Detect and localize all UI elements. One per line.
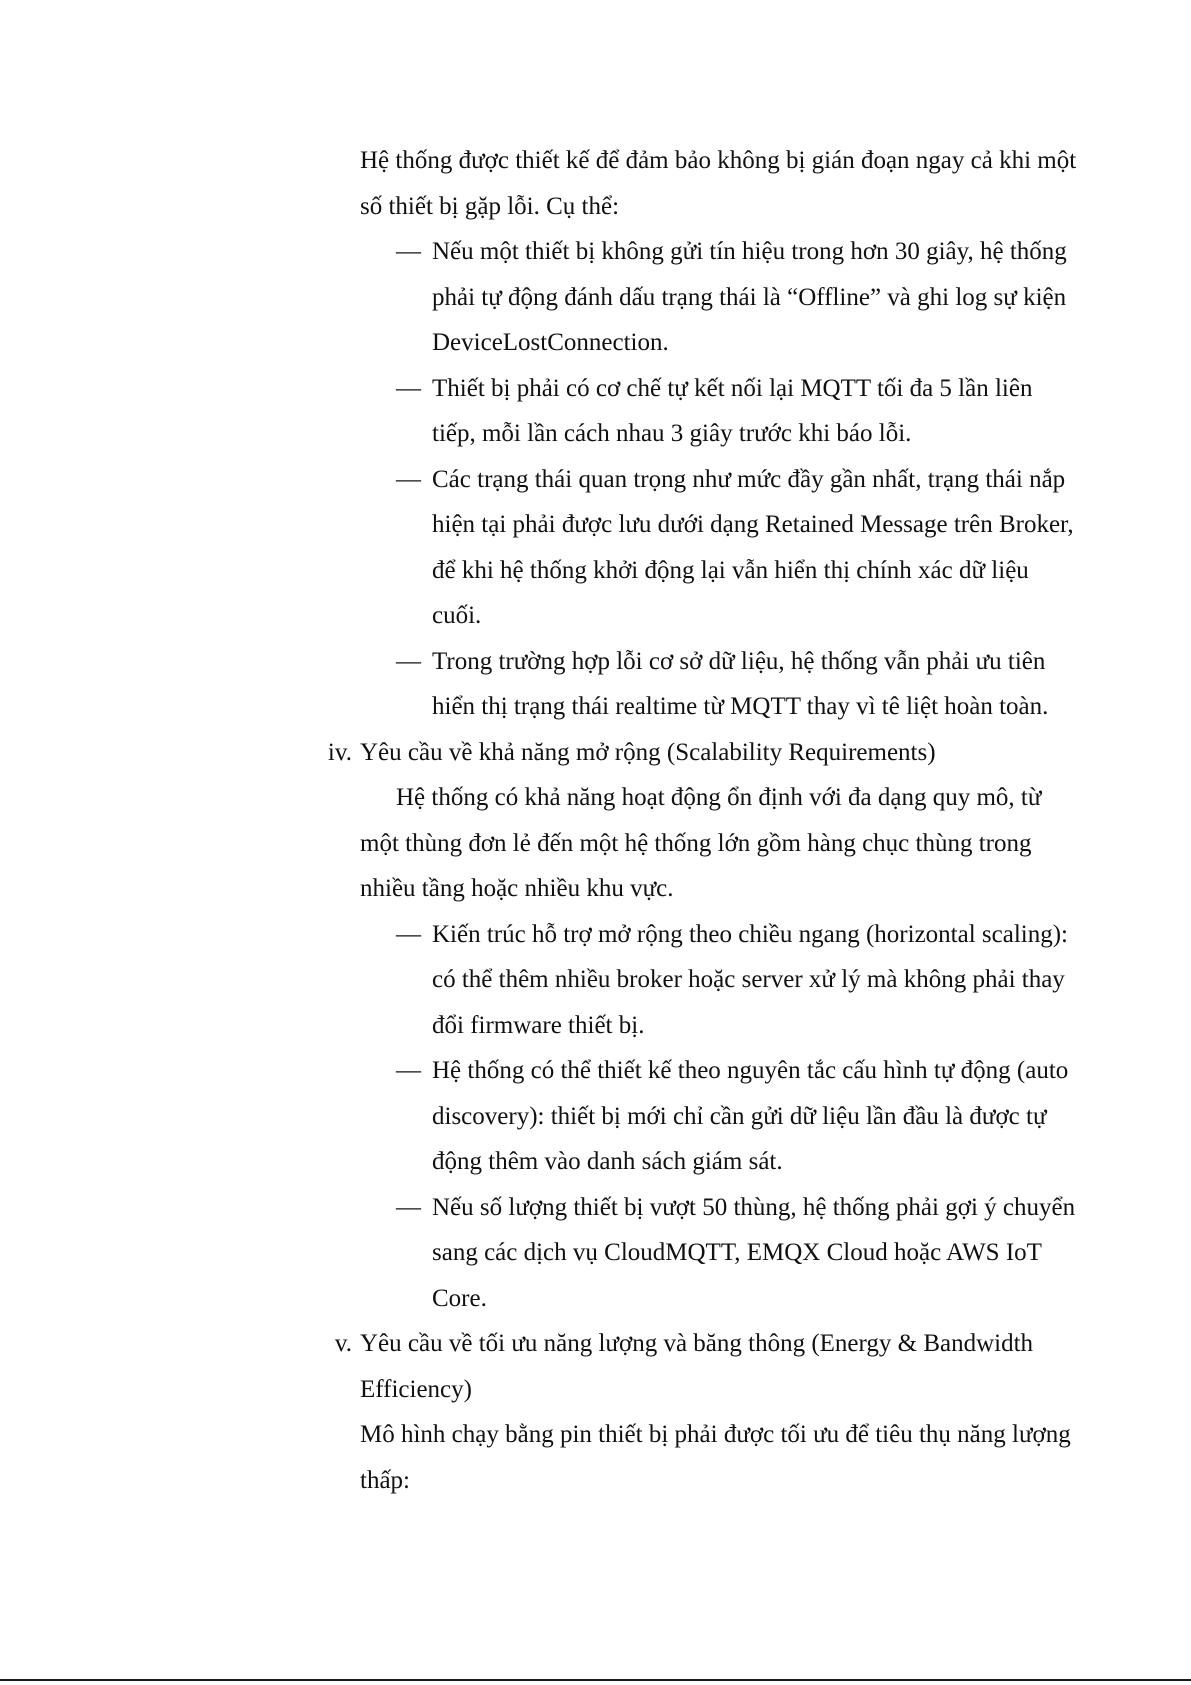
list-item bbox=[396, 229, 1080, 366]
page-content bbox=[327, 138, 1080, 1503]
section-v-intro: Mô hình chạy bằng pin thiết bị phải được tối ưu để tiêu thụ năng lượng thấp: bbox=[360, 1421, 1071, 1494]
dash-bullet: — bbox=[396, 374, 421, 402]
list-item bbox=[396, 1048, 1080, 1185]
list-item-text: Nếu số lượng thiết bị vượt 50 thùng, hệ thống phải gợi ý chuyển sang các dịch vụ CloudMQTT, EMQX Cloud hoặc AWS IoT Core. bbox=[432, 1193, 1076, 1312]
page-bottom-rule bbox=[0, 1679, 1191, 1681]
list-item-text: Kiến trúc hỗ trợ mở rộng theo chiều ngang (horizontal scaling): có thể thêm nhiều broker hoặc server xử lý mà không phải thay đổi firmware thiết bị. bbox=[432, 920, 1068, 1039]
section-iv-title: Yêu cầu về khả năng mở rộng (Scalability Requirements) bbox=[360, 738, 936, 766]
list-item-text: Nếu một thiết bị không gửi tín hiệu trong hơn 30 giây, hệ thống phải tự động đánh dấu trạng thái là “Offline” và ghi log sự kiện DeviceLostConnection. bbox=[432, 238, 1067, 356]
dash-bullet: — bbox=[396, 920, 421, 948]
dash-bullet: — bbox=[396, 465, 421, 493]
list-item bbox=[396, 639, 1080, 730]
list-item bbox=[396, 1185, 1080, 1322]
list-item-text: Các trạng thái quan trọng như mức đầy gần nhất, trạng thái nắp hiện tại phải được lưu dưới dạng Retained Message trên Broker, để khi hệ thống khởi động lại vẫn hiển thị chính xác dữ liệu cuối. bbox=[432, 465, 1074, 629]
section-v-heading bbox=[334, 1321, 1080, 1412]
dash-bullet: — bbox=[396, 1193, 421, 1221]
list-item-text: Thiết bị phải có cơ chế tự kết nối lại MQTT tối đa 5 lần liên tiếp, mỗi lần cách nhau 3 giây trước khi báo lỗi. bbox=[432, 374, 1033, 447]
list-item-text: Trong trường hợp lỗi cơ sở dữ liệu, hệ thống vẫn phải ưu tiên hiển thị trạng thái realtime từ MQTT thay vì tê liệt hoàn toàn. bbox=[432, 647, 1049, 720]
dash-bullet: — bbox=[396, 238, 421, 265]
dash-bullet: — bbox=[396, 647, 421, 675]
section-iv-number: iv. bbox=[327, 738, 352, 766]
list-item-text: Hệ thống có thể thiết kế theo nguyên tắc cấu hình tự động (auto discovery): thiết bị mới chỉ cần gửi dữ liệu lần đầu là được tự động thêm vào danh sách giám sát. bbox=[432, 1057, 1069, 1175]
reliability-list bbox=[360, 229, 1080, 730]
reliability-intro: Hệ thống được thiết kế để đảm bảo không bị gián đoạn ngay cả khi một số thiết bị gặp lỗi. Cụ thể: bbox=[360, 147, 1077, 220]
dash-bullet: — bbox=[396, 1057, 421, 1084]
scalability-list bbox=[360, 912, 1080, 1322]
section-v-title: Yêu cầu về tối ưu năng lượng và băng thông (Energy & Bandwidth Efficiency) bbox=[360, 1330, 1034, 1403]
section-iv-heading bbox=[327, 730, 1080, 776]
section-iv-intro: Hệ thống có khả năng hoạt động ổn định với đa dạng quy mô, từ một thùng đơn lẻ đến một hệ thống lớn gồm hàng chục thùng trong nhiều tầng hoặc nhiều khu vực. bbox=[360, 784, 1042, 902]
list-item bbox=[396, 457, 1080, 639]
section-v-number: v. bbox=[334, 1330, 352, 1357]
list-item bbox=[396, 366, 1080, 457]
list-item bbox=[396, 912, 1080, 1049]
